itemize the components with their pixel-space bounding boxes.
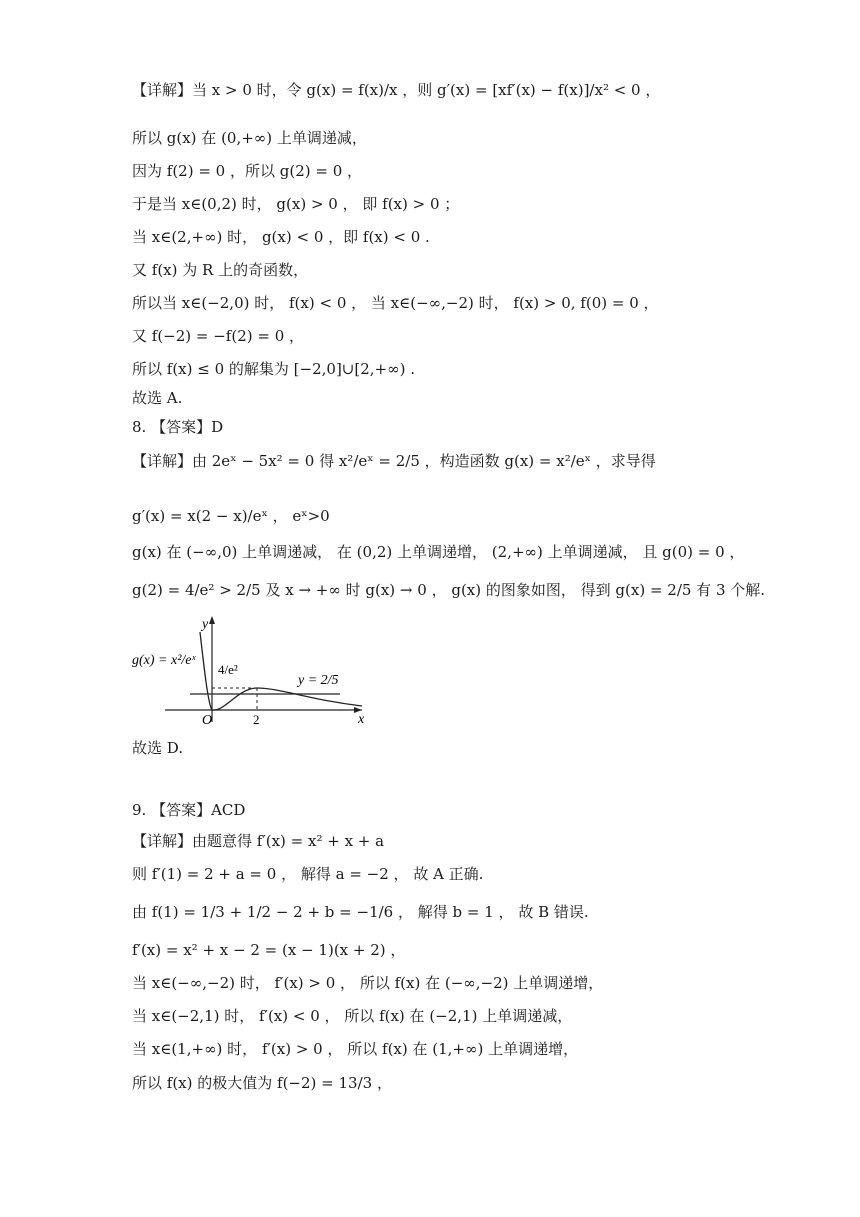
text-line: f′(x) = x² + x − 2 = (x − 1)(x + 2) ， [132, 941, 406, 959]
line-label: y = 2/5 [298, 673, 339, 688]
answer-heading: 8. 【答案】D [132, 418, 224, 436]
function-graph [130, 612, 370, 727]
text-line: 所以 g(x) 在 (0,+∞) 上单调递减， [132, 129, 367, 147]
text-line: 当 x∈(2,+∞) 时， g(x) < 0 ，即 f(x) < 0 . [132, 228, 430, 246]
text-line: 当 x∈(−2,1) 时， f′(x) < 0 ， 所以 f(x) 在 (−2,1) 上单调递减， [132, 1007, 573, 1025]
origin-label: O [202, 713, 213, 727]
text-line: 于是当 x∈(0,2) 时， g(x) > 0 ， 即 f(x) > 0 ； [132, 195, 460, 213]
text-line: 【详解】当 x > 0 时，令 g(x) = f(x)/x ，则 g′(x) = [xf′(x) − f(x)]/x² < 0 ， [132, 81, 661, 99]
text-line: 【详解】由 2eˣ − 5x² = 0 得 x²/eˣ = 2/5 ，构造函数 g(x) = x²/eˣ ，求导得 [132, 452, 656, 470]
text-line: g(x) 在 (−∞,0) 上单调递减， 在 (0,2) 上单调递增， (2,+∞) 上单调递减， 且 g(0) = 0 ， [132, 543, 745, 561]
text-line: 因为 f(2) = 0 ，所以 g(2) = 0 ， [132, 162, 363, 180]
answer-heading: 9. 【答案】ACD [132, 801, 246, 819]
func-label: g(x) = x²/eˣ [132, 653, 196, 668]
text-line: 故选 D. [132, 739, 184, 757]
text-line: 又 f(−2) = −f(2) = 0 ， [132, 327, 305, 345]
text-line: 当 x∈(−∞,−2) 时， f′(x) > 0 ， 所以 f(x) 在 (−∞,−2) 上单调递增， [132, 974, 604, 992]
text-line: g(2) = 4/e² > 2/5 及 x → +∞ 时 g(x) → 0 ， g(x) 的图象如图， 得到 g(x) = 2/5 有 3 个解. [132, 581, 766, 599]
text-line: 故选 A. [132, 389, 183, 407]
text-line: 所以 f(x) 的极大值为 f(−2) = 13/3 ， [132, 1074, 392, 1092]
y-axis-arrow [209, 616, 215, 624]
text-line: 当 x∈(1,+∞) 时， f′(x) > 0 ， 所以 f(x) 在 (1,+∞) 上单调递增， [132, 1040, 579, 1058]
tick-2-label: 2 [253, 712, 260, 727]
text-line: 所以 f(x) ≤ 0 的解集为 [−2,0]∪[2,+∞) . [132, 360, 415, 378]
axis-x-label: x [358, 712, 365, 727]
text-line: 由 f(1) = 1/3 + 1/2 − 2 + b = −1/6 ， 解得 b = 1 ， 故 B 错误. [132, 903, 589, 921]
text-line: 则 f′(1) = 2 + a = 0 ， 解得 a = −2 ， 故 A 正确. [132, 865, 484, 883]
text-line: 所以当 x∈(−2,0) 时， f(x) < 0 ， 当 x∈(−∞,−2) 时， f(x) > 0, f(0) = 0 ， [132, 294, 659, 312]
max-label: 4/e² [218, 662, 238, 677]
text-line: 【详解】由题意得 f′(x) = x² + x + a [132, 832, 385, 850]
text-line: 又 f(x) 为 R 上的奇函数， [132, 261, 309, 279]
axis-y-label: y [202, 617, 209, 632]
text-line: g′(x) = x(2 − x)/eˣ ， eˣ>0 [132, 507, 330, 525]
